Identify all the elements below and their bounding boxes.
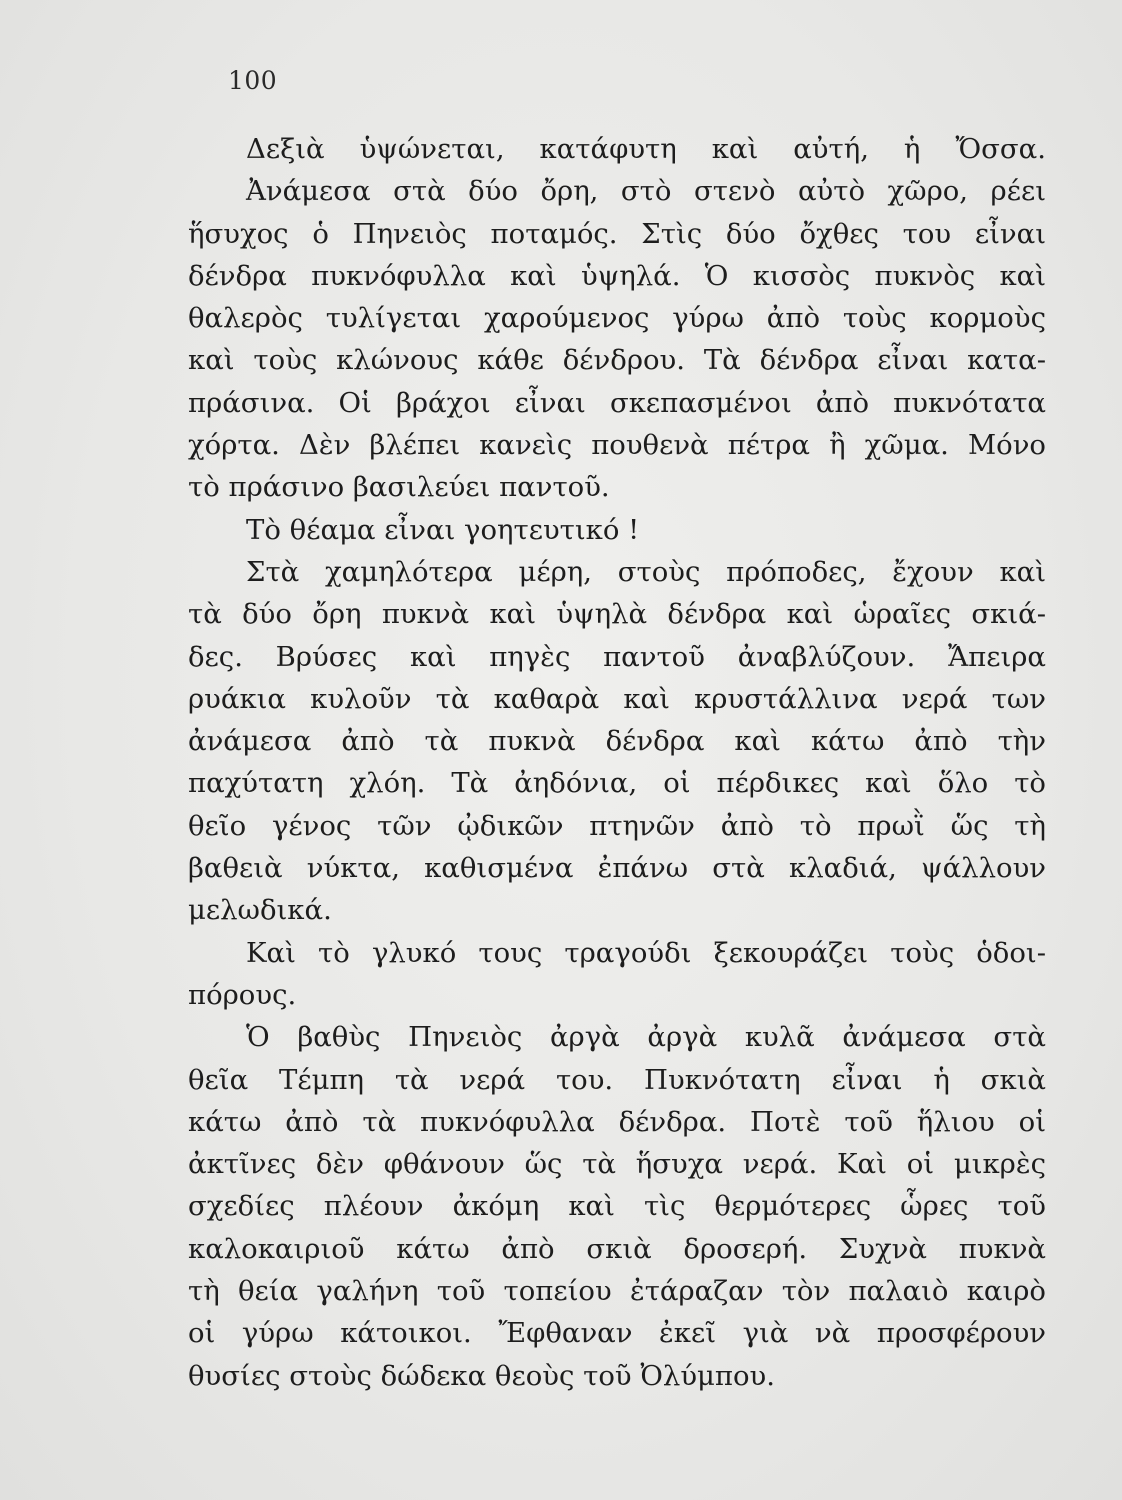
text-line: χόρτα. Δὲν βλέπει κανεὶς πουθενὰ πέτρα ἢ χῶμα. Μόνο — [188, 429, 1046, 462]
body-text — [188, 128, 1046, 1397]
text-line: τὸ πράσινο βασιλεύει παντοῦ. — [188, 471, 610, 504]
text-line: θεῖα Τέμπη τὰ νερά του. Πυκνότατη εἶναι ἡ σκιὰ — [188, 1063, 1046, 1096]
text-line: ρυάκια κυλοῦν τὰ καθαρὰ καὶ κρυστάλλινα νερά των — [188, 682, 1046, 715]
text-line: κάτω ἀπὸ τὰ πυκνόφυλλα δένδρα. Ποτὲ τοῦ ἥλιου οἱ — [188, 1105, 1046, 1138]
text-line: καλοκαιριοῦ κάτω ἀπὸ σκιὰ δροσερή. Συχνὰ πυκνὰ — [188, 1232, 1046, 1265]
text-line: ἥσυχος ὁ Πηνειὸς ποταμός. Στὶς δύο ὄχθες του εἶναι — [188, 217, 1046, 250]
text-line: πόρους. — [188, 978, 297, 1011]
text-line: σχεδίες πλέουν ἀκόμη καὶ τὶς θερμότερες ὧρες τοῦ — [188, 1190, 1046, 1223]
text-line: Στὰ χαμηλότερα μέρη, στοὺς πρόποδες, ἔχουν καὶ — [246, 555, 1046, 588]
text-line: πράσινα. Οἱ βράχοι εἶναι σκεπασμένοι ἀπὸ πυκνότατα — [188, 386, 1046, 419]
text-line: ἀκτῖνες δὲν φθάνουν ὥς τὰ ἥσυχα νερά. Καὶ οἱ μικρὲς — [188, 1148, 1046, 1181]
text-line: τὰ δύο ὄρη πυκνὰ καὶ ὑψηλὰ δένδρα καὶ ὡραῖες σκιά- — [188, 598, 1046, 631]
text-line: Καὶ τὸ γλυκό τους τραγούδι ξεκουράζει τοὺς ὁδοι- — [246, 936, 1046, 969]
text-line: Ὁ βαθὺς Πηνειὸς ἀργὰ ἀργὰ κυλᾶ ἀνάμεσα στὰ — [246, 1021, 1046, 1054]
text-line: βαθειὰ νύκτα, καθισμένα ἐπάνω στὰ κλαδιά, ψάλλουν — [188, 852, 1046, 885]
text-line: Τὸ θέαμα εἶναι γοητευτικό ! — [246, 513, 640, 546]
text-line: καὶ τοὺς κλώνους κάθε δένδρου. Τὰ δένδρα εἶναι κατα- — [188, 344, 1046, 377]
text-line: θεῖο γένος τῶν ᾠδικῶν πτηνῶν ἀπὸ τὸ πρωῒ ὥς τὴ — [188, 809, 1046, 842]
text-line: ἀνάμεσα ἀπὸ τὰ πυκνὰ δένδρα καὶ κάτω ἀπὸ τὴν — [188, 725, 1046, 758]
page-number: 100 — [228, 66, 278, 95]
text-line: θαλερὸς τυλίγεται χαρούμενος γύρω ἀπὸ τοὺς κορμοὺς — [188, 302, 1046, 335]
text-line: παχύτατη χλόη. Τὰ ἀηδόνια, οἱ πέρδικες καὶ ὅλο τὸ — [188, 767, 1046, 800]
text-line: οἱ γύρω κάτοικοι. Ἔφθαναν ἐκεῖ γιὰ νὰ προσφέρουν — [188, 1317, 1046, 1350]
text-line: Ἀνάμεσα στὰ δύο ὄρη, στὸ στενὸ αὐτὸ χῶρο, ρέει — [246, 175, 1046, 208]
text-line: δένδρα πυκνόφυλλα καὶ ὑψηλά. Ὁ κισσὸς πυκνὸς καὶ — [188, 259, 1046, 292]
text-line: θυσίες στοὺς δώδεκα θεοὺς τοῦ Ὀλύμπου. — [188, 1359, 776, 1392]
text-line: μελωδικά. — [188, 894, 332, 927]
text-line: Δεξιὰ ὑψώνεται, κατάφυτη καὶ αὐτή, ἡ Ὄσσα. — [246, 133, 1046, 165]
text-line: τὴ θεία γαλήνη τοῦ τοπείου ἐτάραζαν τὸν παλαιὸ καιρὸ — [188, 1275, 1046, 1308]
text-line: δες. Βρύσες καὶ πηγὲς παντοῦ ἀναβλύζουν. Ἄπειρα — [188, 640, 1046, 673]
